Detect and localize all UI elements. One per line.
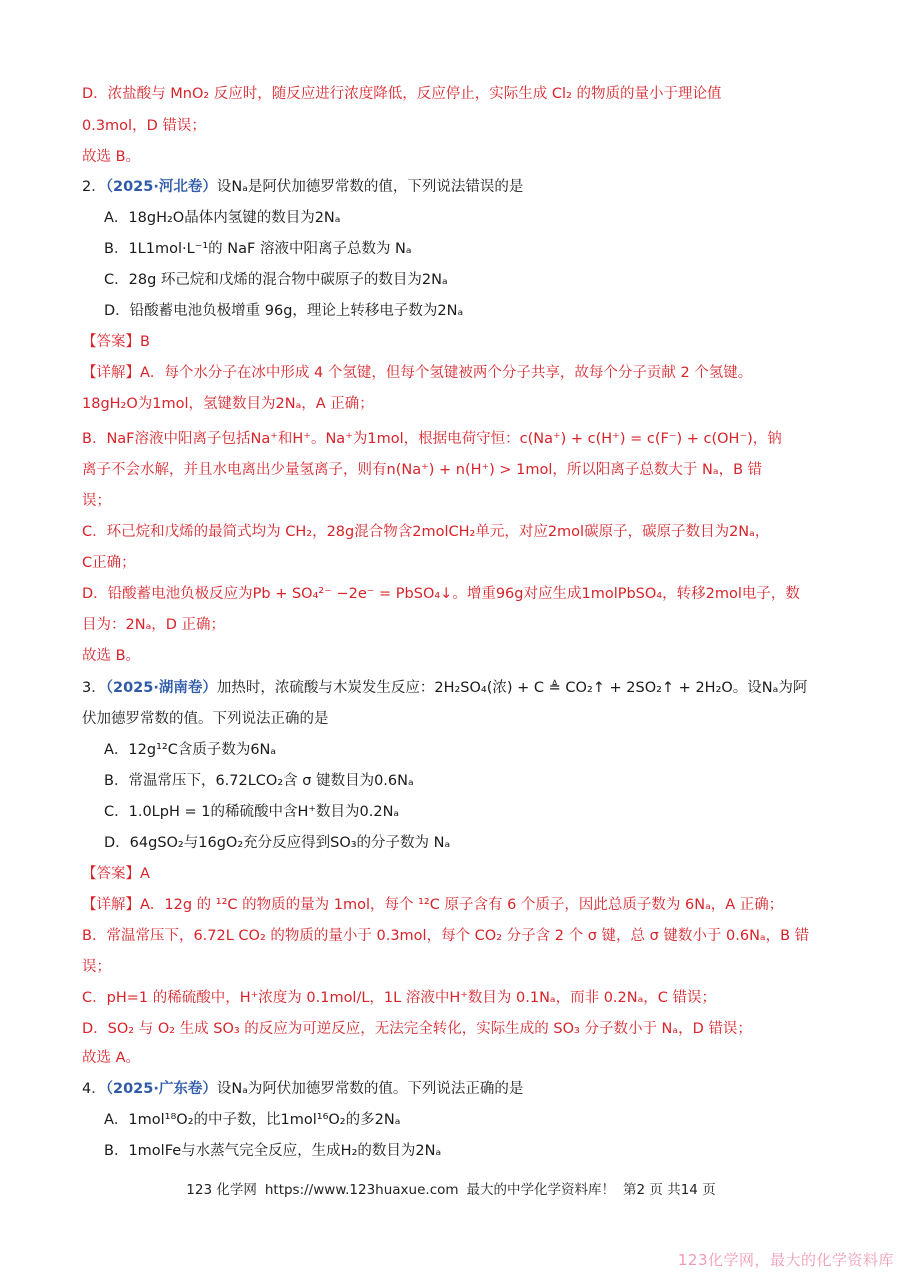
q2-option-b: B．1L1mol·L⁻¹的 NaF 溶液中阳离子总数为 Nₐ — [104, 241, 412, 257]
question-source: （2025·湖南卷） — [105, 680, 217, 696]
question-text: 加热时，浓硫酸与木炭发生反应：2H₂SO₄(浓) + C ≜ CO₂↑ + 2SO₂↑ + 2H₂O。设Nₐ为阿 — [216, 680, 808, 696]
q4-option-b: B．1molFe与水蒸气完全反应，生成H₂的数目为2Nₐ — [104, 1143, 442, 1159]
footer-slogan: 最大的中学化学资料库！ — [466, 1182, 616, 1198]
q2-analysis-line: D．铅酸蓄电池负极反应为Pb + SO₄²⁻ −2e⁻ = PbSO₄↓。增重96g对应生成1molPbSO₄，转移2mol电子，数 — [82, 586, 800, 602]
footer-url-link[interactable]: https://www.123huaxue.com — [264, 1182, 459, 1198]
question-source: （2025·广东卷） — [105, 1081, 217, 1097]
q2-analysis-line: B．NaF溶液中阳离子包括Na⁺和H⁺。Na⁺为1mol，根据电荷守恒：c(Na⁺) + c(H⁺) = c(F⁻) + c(OH⁻)，钠 — [82, 431, 782, 447]
q2-analysis-line: C正确； — [82, 555, 136, 571]
page-footer — [0, 1180, 902, 1200]
q2-option-a: A．18gH₂O晶体内氢键的数目为2Nₐ — [104, 210, 341, 226]
question-3-stem-cont: 伏加德罗常数的值。下列说法正确的是 — [82, 711, 329, 727]
q2-option-d: D．铅酸蓄电池负极增重 96g，理论上转移电子数为2Nₐ — [104, 303, 464, 319]
q2-analysis-line: C．环己烷和戊烯的最简式均为 CH₂，28g混合物含2molCH₂单元，对应2mol碳原子，碳原子数目为2Nₐ， — [82, 524, 770, 540]
q3-option-b: B．常温常压下，6.72LCO₂含 σ 键数目为0.6Nₐ — [104, 773, 414, 789]
q2-answer: 【答案】B — [82, 334, 150, 350]
q2-analysis-line: 【详解】A．每个水分子在冰中形成 4 个氢键，但每个氢键被两个分子共享，故每个分子贡献 2 个氢键。 — [82, 365, 753, 381]
footer-site-name: 123 化学网 — [186, 1182, 257, 1198]
q4-option-a: A．1mol¹⁸O₂的中子数，比1mol¹⁶O₂的多2Nₐ — [104, 1112, 401, 1128]
q2-option-c: C．28g 环己烷和戊烯的混合物中碳原子的数目为2Nₐ — [104, 272, 448, 288]
question-4-stem — [82, 1079, 523, 1099]
question-text: 设Nₐ为阿伏加德罗常数的值。下列说法正确的是 — [216, 1081, 524, 1097]
question-number: 2． — [82, 179, 106, 195]
q3-analysis-line: C．pH=1 的稀硫酸中，H⁺浓度为 0.1mol/L，1L 溶液中H⁺数目为 0.1Nₐ，而非 0.2Nₐ，C 错误； — [82, 990, 717, 1006]
question-text: 设Nₐ是阿伏加德罗常数的值，下列说法错误的是 — [216, 179, 524, 195]
q3-option-c: C．1.0LpH = 1的稀硫酸中含H⁺数目为0.2Nₐ — [104, 804, 400, 820]
question-number: 4． — [82, 1081, 106, 1097]
q3-analysis-line: 【详解】A．12g 的 ¹²C 的物质的量为 1mol，每个 ¹²C 原子含有 6 个质子，因此总质子数为 6Nₐ，A 正确； — [82, 897, 784, 913]
q3-conclusion: 故选 A。 — [82, 1050, 141, 1066]
q2-analysis-line: 误； — [82, 493, 111, 509]
q3-answer: 【答案】A — [82, 866, 150, 882]
prev-option-d-analysis: D．浓盐酸与 MnO₂ 反应时，随反应进行浓度降低，反应停止，实际生成 Cl₂ 的物质的量小于理论值 — [82, 86, 722, 102]
prev-option-d-analysis-cont: 0.3mol，D 错误； — [82, 118, 206, 134]
q3-option-d: D．64gSO₂与16gO₂充分反应得到SO₃的分子数为 Nₐ — [104, 835, 451, 851]
q3-analysis-line: 误； — [82, 959, 111, 975]
q3-option-a: A．12g¹²C含质子数为6Nₐ — [104, 742, 277, 758]
prev-conclusion: 故选 B。 — [82, 149, 141, 165]
q2-analysis-line: 目为：2Nₐ，D 正确； — [82, 617, 226, 633]
q3-analysis-line: D．SO₂ 与 O₂ 生成 SO₃ 的反应为可逆反应，无法完全转化，实际生成的 SO₃ 分子数小于 Nₐ，D 错误； — [82, 1021, 752, 1037]
q2-analysis-line: 离子不会水解，并且水电离出少量氢离子，则有n(Na⁺) + n(H⁺) > 1mol，所以阳离子总数大于 Nₐ，B 错 — [82, 462, 763, 478]
watermark: 123化学网，最大的化学资料库 — [677, 1251, 894, 1269]
question-number: 3． — [82, 680, 106, 696]
question-2-stem — [82, 177, 523, 197]
q3-analysis-line: B．常温常压下，6.72L CO₂ 的物质的量小于 0.3mol，每个 CO₂ 分子含 2 个 σ 键，总 σ 键数小于 0.6Nₐ，B 错 — [82, 928, 810, 944]
footer-page-number: 第2 页 共14 页 — [623, 1182, 716, 1198]
q2-analysis-line: 18gH₂O为1mol，氢键数目为2Nₐ，A 正确； — [82, 396, 374, 412]
q2-conclusion: 故选 B。 — [82, 648, 141, 664]
question-source: （2025·河北卷） — [105, 179, 217, 195]
question-3-stem — [82, 678, 807, 698]
